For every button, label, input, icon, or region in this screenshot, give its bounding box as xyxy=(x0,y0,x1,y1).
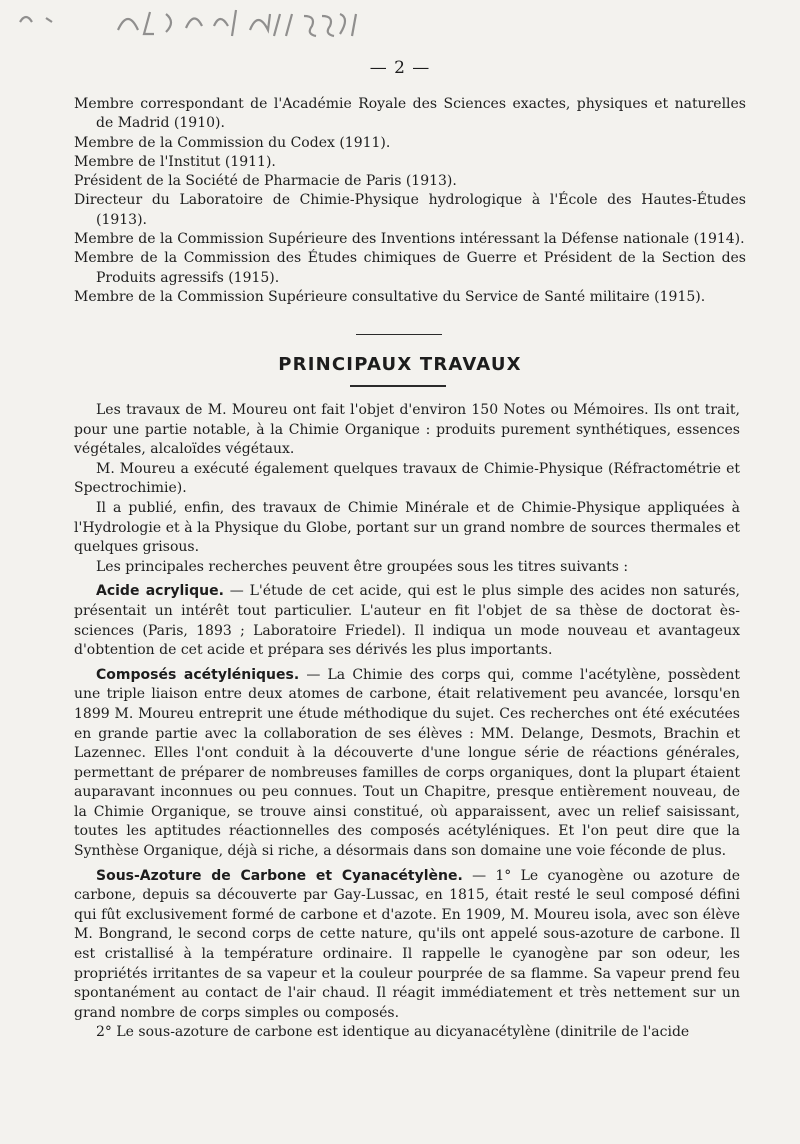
intro-paragraph: Les principales recherches peuvent être groupées sous les titres suivants : xyxy=(96,558,629,575)
divider-rule xyxy=(356,334,442,335)
closing-paragraph: 2° Le sous-azoture de carbone est identique au dicyanacétylène (dinitrile de l'acide xyxy=(96,1024,690,1041)
intro-paragraph: Il a publié, enfin, des travaux de Chimie Minérale et de Chimie-Physique appliquées à l'Hydrologie et à la Physique du Globe, portant sur un grand nombre de sources thermales et quelques grisous. xyxy=(74,499,740,556)
section-title: Composés acétyléniques. xyxy=(96,666,300,683)
role-item: Membre de la Commission du Codex (1911). xyxy=(74,134,391,151)
role-item: Membre de la Commission Supérieure consultative du Service de Santé militaire (1915). xyxy=(74,288,706,305)
body-text xyxy=(74,401,740,1043)
section-text: — La Chimie des corps qui, comme l'acétylène, possèdent une triple liaison entre deux atomes de carbone, était relativement peu avancée, lorsqu'en 1899 M. Moureu entreprit une étude méthodique du sujet. Ces recherches ont été exécutées en grande partie avec la collaboration de ses élèves : MM. Delange, Desmots, Brachin et Lazennec. Elles l'ont conduit à la découverte d'une longue série de réactions générales, permettant de préparer de nombreuses familles de corps organiques, dont la plupart étaient auparavant inconnues ou peu connues. Tout un Chapitre, presque entièrement nouveau, de la Chimie Organique, se trouve ainsi constitué, où apparaissent, avec un relief saisissant, toutes les aptitudes réactionnelles des composés acétyléniques. Et l'on peut dire que la Synthèse Organique, déjà si riche, a désormais dans son domaine une voie féconde de plus. xyxy=(74,666,740,860)
role-item: Membre de l'Institut (1911). xyxy=(74,153,276,170)
role-item: Membre de la Commission Supérieure des Inventions intéressant la Défense nationale (1914). xyxy=(74,231,745,248)
section-paragraph xyxy=(74,867,740,1024)
archive-stamp-marking xyxy=(0,0,800,40)
divider-rule xyxy=(350,385,446,387)
section-paragraph xyxy=(74,582,740,660)
role-item: Président de la Société de Pharmacie de Paris (1913). xyxy=(74,173,457,190)
section-paragraph xyxy=(74,666,740,862)
section-title: Acide acrylique. xyxy=(96,583,224,600)
section-title: Sous-Azoture de Carbone et Cyanacétylène. xyxy=(96,867,463,884)
page-number: — 2 — xyxy=(369,58,431,78)
section-heading: PRINCIPAUX TRAVAUX xyxy=(278,354,522,375)
role-item: Directeur du Laboratoire de Chimie-Physique hydrologique à l'École des Hautes-Études (1913). xyxy=(74,192,746,228)
section-text: — 1° Le cyanogène ou azoture de carbone, depuis sa découverte par Gay-Lussac, en 1815, était resté le seul composé défini qui fût exclusivement formé de carbone et d'azote. En 1909, M. Moureu isola, avec son élève M. Bongrand, le second corps de cette nature, qu'ils ont appelé sous-azoture de carbone. Il est cristallisé à la température ordinaire. Il rappelle le cyanogène par son odeur, les propriétés irritantes de sa vapeur et la couleur pourprée de sa flamme. Sa vapeur prend feu spontanément au contact de l'air chaud. Il réagit immédiatement et très nettement sur un grand nombre de corps simples ou composés. xyxy=(74,867,740,1021)
intro-paragraph: Les travaux de M. Moureu ont fait l'objet d'environ 150 Notes ou Mémoires. Ils ont trait, pour une partie notable, à la Chimie Organique : produits purement synthétiques, essences végétales, alcaloïdes végétaux. xyxy=(74,402,740,458)
role-item: Membre de la Commission des Études chimiques de Guerre et Président de la Section des Produits agressifs (1915). xyxy=(74,250,746,286)
role-item: Membre correspondant de l'Académie Royale des Sciences exactes, physiques et naturelles de Madrid (1910). xyxy=(74,96,746,132)
roles-list xyxy=(74,95,746,307)
intro-paragraph: M. Moureu a exécuté également quelques travaux de Chimie-Physique (Réfractométrie et Spectrochimie). xyxy=(74,460,740,497)
section-text: — L'étude de cet acide, qui est le plus simple des acides non saturés, présentait un intérêt tout particulier. L'auteur en fit l'objet de sa thèse de doctorat ès-sciences (Paris, 1893 ; Laboratoire Friedel). Il indiqua un mode nouveau et avantageux d'obtention de cet acide et prépara ses dérivés les plus importants. xyxy=(74,583,741,659)
